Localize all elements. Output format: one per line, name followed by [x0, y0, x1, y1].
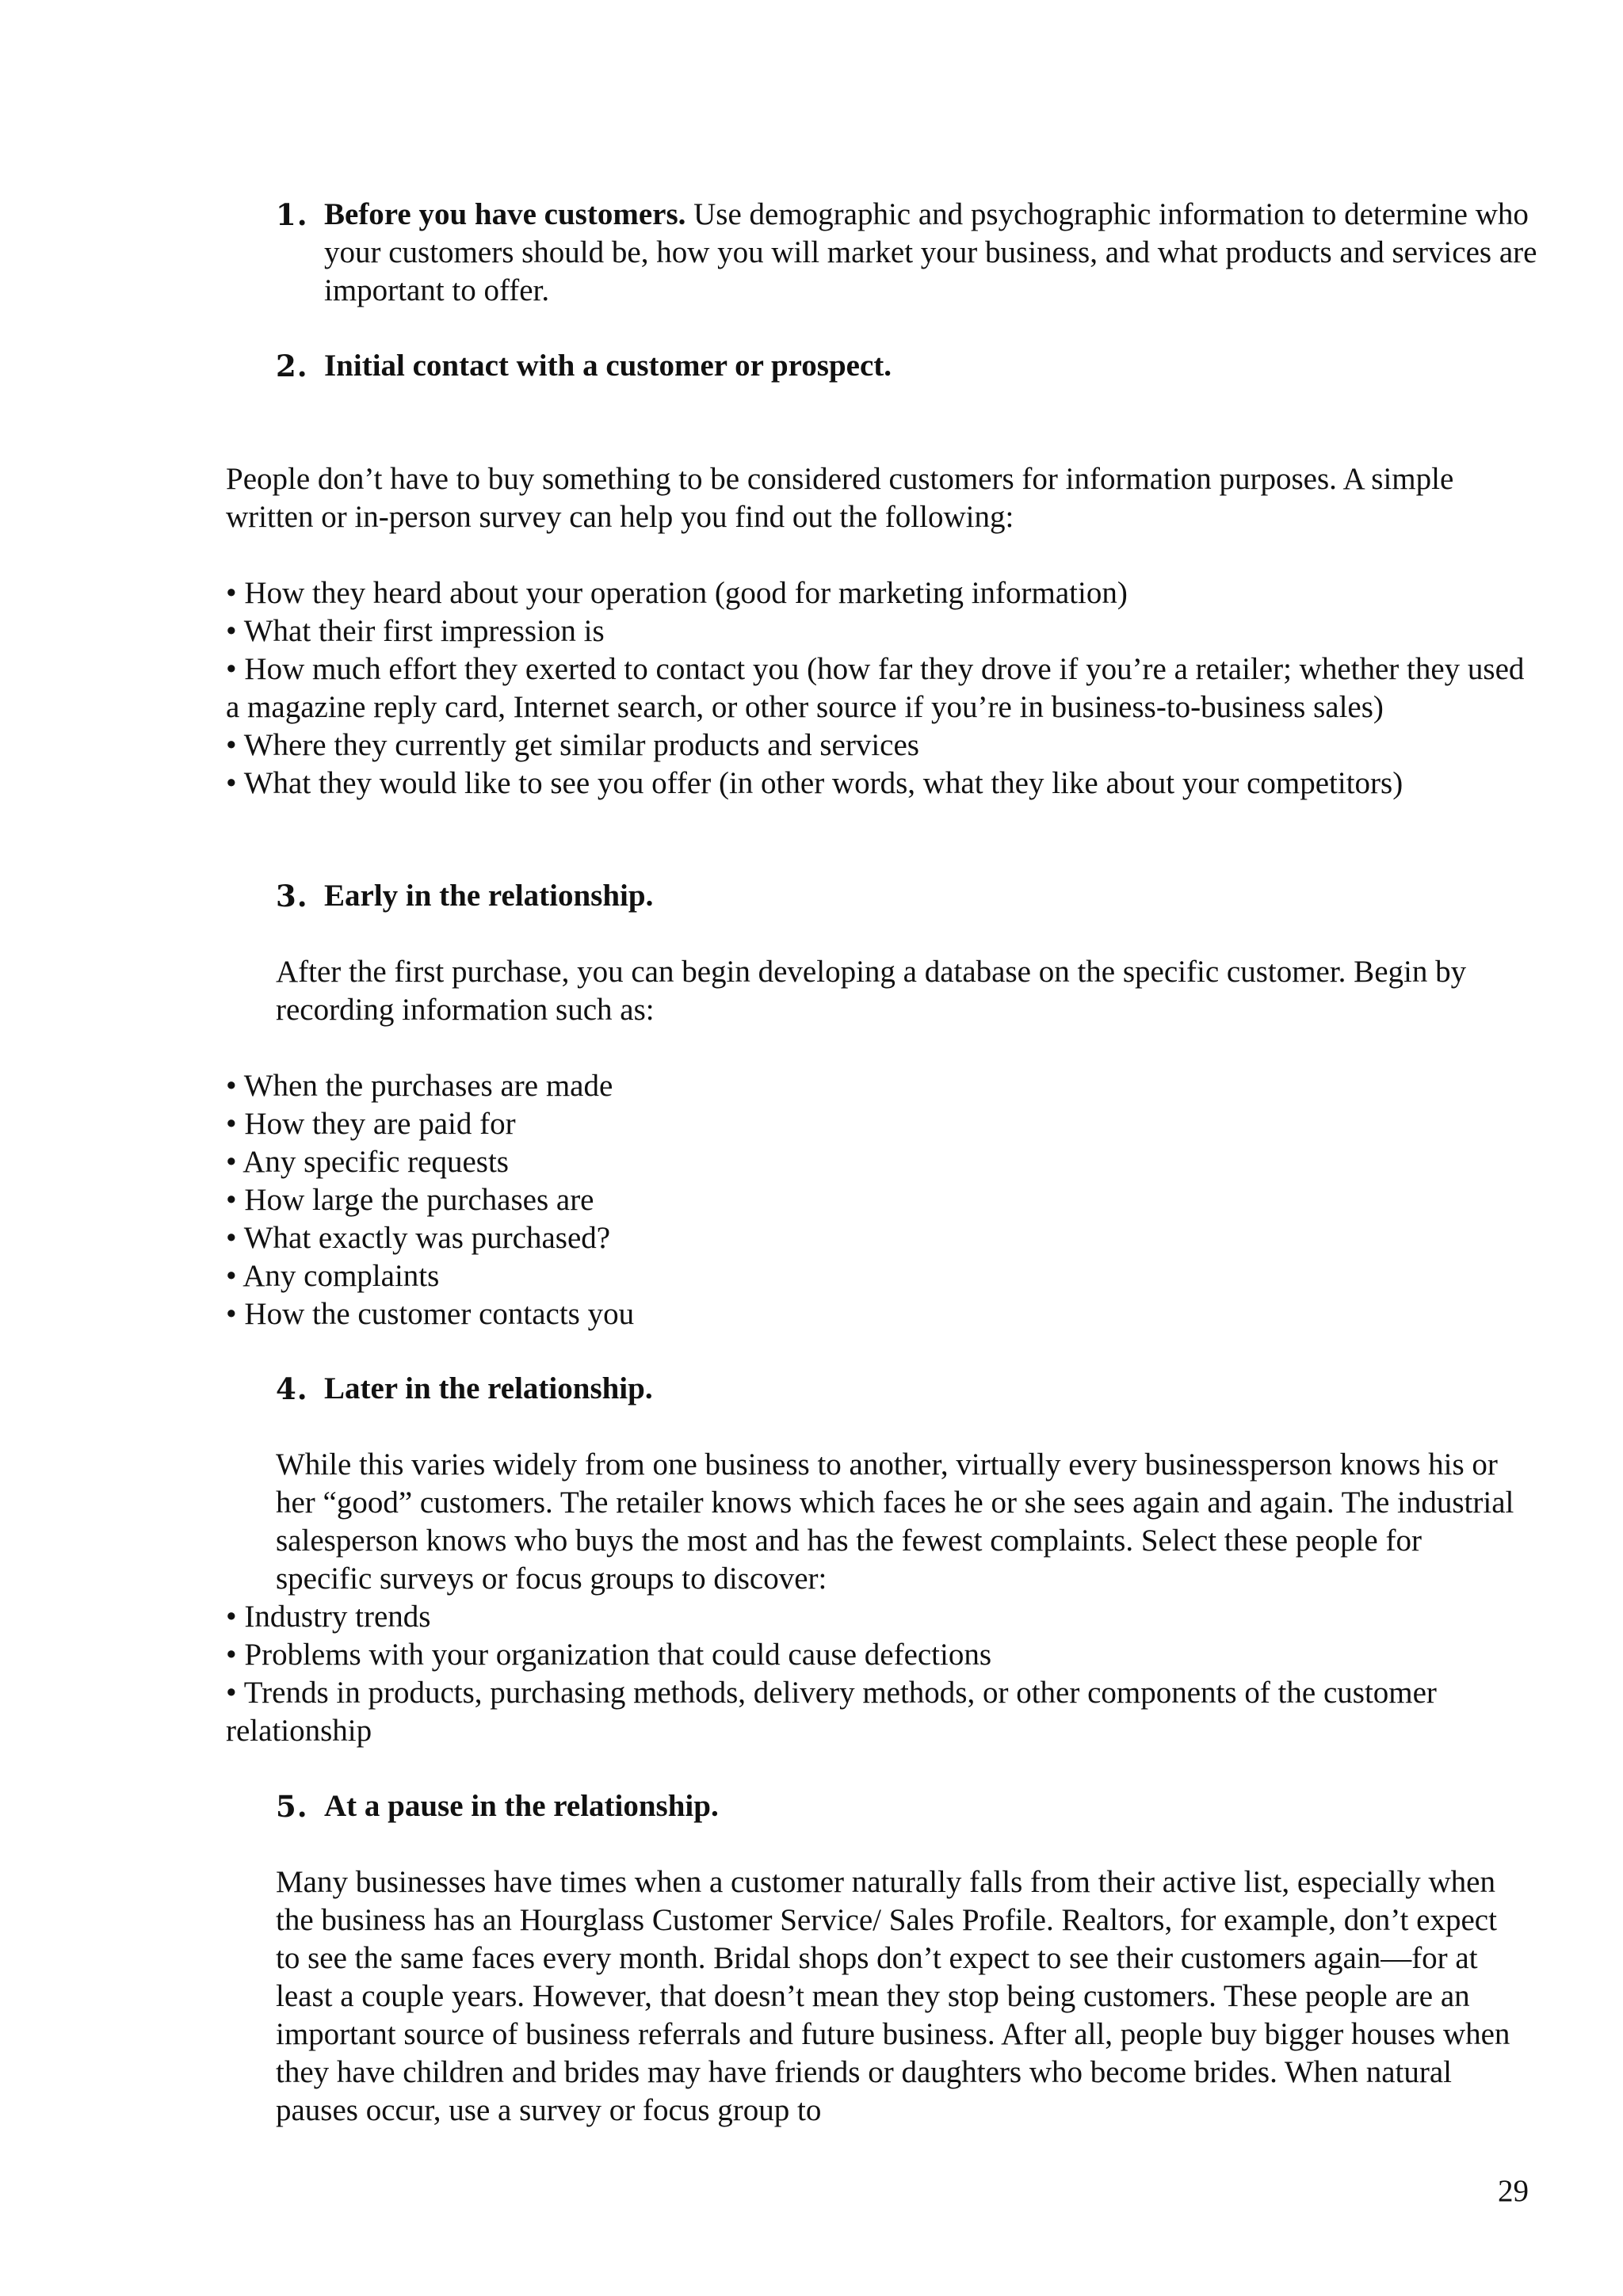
section-number: 1.	[276, 197, 308, 232]
list-item: • What their first impression is	[226, 614, 605, 648]
list-item: • Trends in products, purchasing methods, delivery methods, or other components of the customer relationship	[226, 1676, 1437, 1748]
list-item: • Any complaints	[226, 1259, 440, 1293]
section-2	[276, 347, 1544, 385]
section-3-paragraph: After the first purchase, you can begin developing a database on the specific customer. Begin by recording information such as:	[276, 955, 1467, 1027]
section-5	[276, 1787, 1544, 1825]
list-item: • Problems with your organization that could cause defections	[226, 1638, 992, 1672]
section-number: 5.	[276, 1789, 308, 1824]
list-item: • When the purchases are made	[226, 1069, 613, 1103]
list-item: • How they are paid for	[226, 1107, 516, 1141]
bullet-list-later-relationship	[226, 1598, 1541, 1750]
list-item: • Where they currently get similar products and services	[226, 728, 919, 762]
intro-paragraph: People don’t have to buy something to be considered customers for information purposes. A simple written or in-person survey can help you find out the following:	[226, 462, 1454, 534]
section-heading: Initial contact with a customer or prospect.	[324, 349, 892, 383]
list-item: • Any specific requests	[226, 1145, 509, 1179]
list-item: • How they heard about your operation (good for marketing information)	[226, 576, 1128, 610]
section-heading: Before you have customers.	[324, 197, 686, 231]
section-5-paragraph: Many businesses have times when a customer naturally falls from their active list, especially when the business has an Hourglass Customer Service/ Sales Profile. Realtors, for example, don’t expect to see the same faces every month. Bridal shops don’t expect to see their customers again—for at least a couple years. However, that doesn’t mean they stop being customers. These people are an important source of business referrals and future business. After all, people buy bigger houses when they have children and brides may have friends or daughters who become brides. When natural pauses occur, use a survey or focus group to	[276, 1865, 1510, 2127]
section-body	[324, 196, 1544, 310]
list-item: • Industry trends	[226, 1600, 431, 1634]
section-body	[324, 877, 1544, 915]
section-3	[276, 877, 1544, 915]
section-heading: At a pause in the relationship.	[324, 1789, 719, 1823]
list-item: • How the customer contacts you	[226, 1297, 635, 1331]
bullet-list-initial-contact	[226, 574, 1541, 803]
section-body	[324, 1787, 1544, 1825]
section-number: 3.	[276, 879, 308, 913]
section-body	[324, 1370, 1544, 1408]
section-heading: Later in the relationship.	[324, 1371, 653, 1405]
list-item: • What they would like to see you offer (in other words, what they like about your competitors)	[226, 766, 1403, 800]
list-item: • How much effort they exerted to contact you (how far they drove if you’re a retailer; whether they used a magazine reply card, Internet search, or other source if you’re in business-to-business sales)	[226, 652, 1525, 724]
list-item: • How large the purchases are	[226, 1183, 594, 1217]
bullet-list-early-relationship	[226, 1067, 1541, 1333]
section-1	[276, 196, 1544, 310]
section-4-paragraph: While this varies widely from one business to another, virtually every businessperson knows his or her “good” customers. The retailer knows which faces he or she sees again and again. The industrial salesperson knows who buys the most and has the fewest complaints. Select these people for specific surveys or focus groups to discover:	[276, 1447, 1514, 1596]
section-text: Use demographic and psychographic information to determine who your customers should be, how you will market your business, and what products and services are important to offer.	[324, 197, 1537, 307]
section-number: 2.	[276, 349, 308, 383]
section-heading: Early in the relationship.	[324, 879, 654, 913]
list-item: • What exactly was purchased?	[226, 1221, 611, 1255]
page-number: 29	[1498, 2174, 1529, 2208]
section-number: 4.	[276, 1371, 308, 1406]
section-body	[324, 347, 1544, 385]
section-4	[276, 1370, 1544, 1408]
